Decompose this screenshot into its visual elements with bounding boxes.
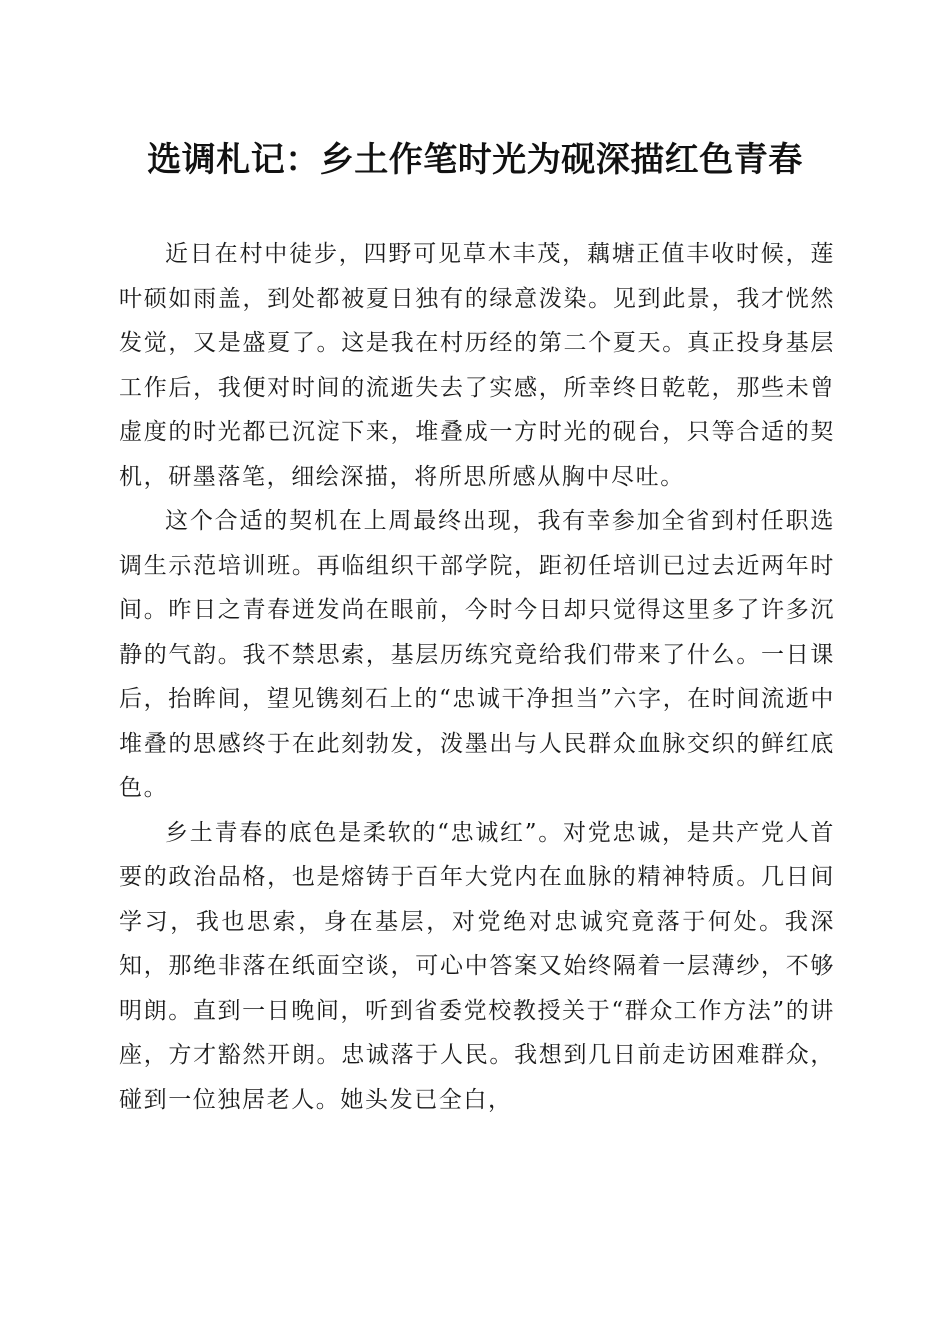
document-body <box>119 232 835 1122</box>
paragraph-1: 近日在村中徒步，四野可见草木丰茂，藕塘正值丰收时候，莲叶硕如雨盖，到处都被夏日独有的绿意泼染。见到此景，我才恍然发觉，又是盛夏了。这是我在村历经的第二个夏天。真正投身基层工作后，我便对时间的流逝失去了实感，所幸终日乾乾，那些未曾虚度的时光都已沉淀下来，堆叠成一方时光的砚台，只等合适的契机，研墨落笔，细绘深描，将所思所感从胸中尽吐。 <box>119 241 835 490</box>
paragraph-3: 乡土青春的底色是柔软的“忠诚红”。对党忠诚，是共产党人首要的政治品格，也是熔铸于百年大党内在血脉的精神特质。几日间学习，我也思索，身在基层，对党绝对忠诚究竟落于何处。我深知，那绝非落在纸面空谈，可心中答案又始终隔着一层薄纱，不够明朗。直到一日晚间，听到省委党校教授关于“群众工作方法”的讲座，方才豁然开朗。忠诚落于人民。我想到几日前走访困难群众，碰到一位独居老人。她头发已全白， <box>119 819 835 1113</box>
document-title: 选调札记：乡土作笔时光为砚深描红色青春 <box>147 140 803 180</box>
paragraph-2: 这个合适的契机在上周最终出现，我有幸参加全省到村任职选调生示范培训班。再临组织干部学院，距初任培训已过去近两年时间。昨日之青春迸发尚在眼前，今时今日却只觉得这里多了许多沉静的气韵。我不禁思索，基层历练究竟给我们带来了什么。一日课后，抬眸间，望见镌刻石上的“忠诚干净担当”六字，在时间流逝中堆叠的思感终于在此刻勃发，泼墨出与人民群众血脉交织的鲜红底色。 <box>119 508 835 801</box>
